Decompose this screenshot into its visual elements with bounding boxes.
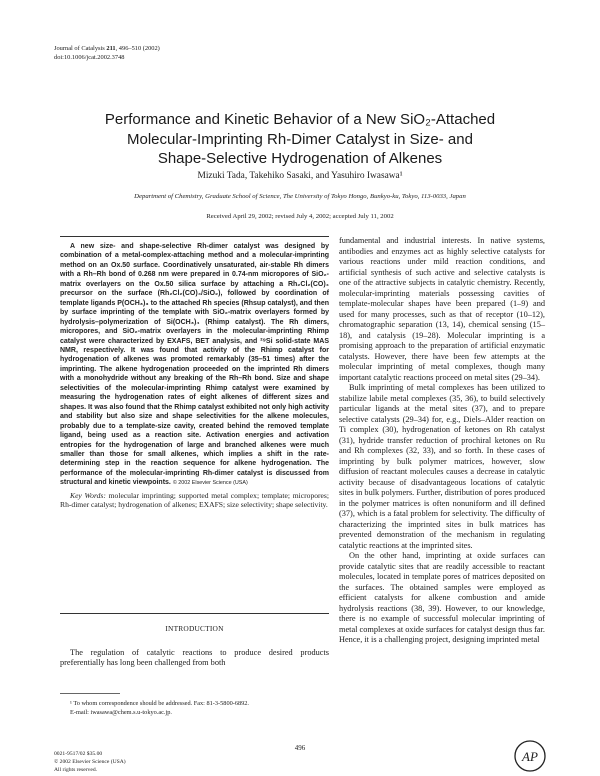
abstract-top-rule	[60, 236, 329, 237]
logo-text: AP	[522, 749, 538, 764]
introduction-text: The regulation of catalytic reactions to produce desired products preferentially has long been challenged from both	[60, 648, 329, 668]
paragraph: fundamental and industrial interests. In native systems, antibodies and enzymes act as highly selective catalysts for various reactions under mild reaction conditions, and artificial synthesis of such active and selective catalysts is one of the attractive subjects in catalytic chemistry. Recently, molecular-imprinting materials possessing cavities of template-molecular shapes have been prepared (1–9) and used for many processes, such as that of receptor (10–12), chromatographic separation (13, 14), chemical sensing (15–18), and catalysis (19–28). Molecular imprinting is a promising approach to the preparation of artificial enzymatic catalysts. However, there have been few attempts at the molecular imprinting of metal complexes, though many important catalytic reactions proceed on metal sites (29–34).	[339, 236, 545, 382]
page-number: 496	[294, 744, 306, 752]
issn-price: 0021-9517/02 $35.00	[54, 751, 103, 757]
copyright-notice: © 2002 Elsevier Science (USA)	[172, 480, 248, 487]
title-line-1: Performance and Kinetic Behavior of a New SiO₂-Attached	[104, 111, 496, 128]
affiliation: Department of Chemistry, Graduate School of Science, The University of Tokyo Hongo, Bunkyo-ku, Tokyo, 113-0033, Japan	[134, 193, 466, 200]
rights-reserved: All rights reserved.	[54, 766, 98, 773]
article-title	[60, 110, 540, 169]
copyright-block	[54, 751, 126, 774]
paragraph: On the other hand, imprinting at oxide surfaces can provide catalytic sites that are readily accessible to reactant molecules, located in template pores of matrices deposited on the surfaces. The obtained samples were employed as efficient catalysts for alkene combustion and amide hydrolysis reactions (38, 39). However, to our knowledge, there is no example of successful molecular imprinting of metal complexes at oxide surfaces for catalyst design thus far. Hence, it is a challenging project, designing imprinted metal	[339, 551, 545, 644]
publisher-logo-icon	[514, 740, 546, 772]
section-heading-introduction: INTRODUCTION	[165, 624, 224, 633]
received-dates: Received April 29, 2002; revised July 4, 2002; accepted July 11, 2002	[206, 213, 394, 220]
title-line-3: Shape-Selective Hydrogenation of Alkenes	[157, 150, 443, 167]
doi: doi:10.1006/jcat.2002.3748	[54, 53, 125, 61]
publisher-copyright: © 2002 Elsevier Science (USA)	[54, 758, 126, 765]
footnote-email: E-mail: iwasawa@chem.s.u-tokyo.ac.jp.	[70, 708, 172, 716]
paragraph: Bulk imprinting of metal complexes has been utilized to stabilize labile metal complexes (35, 36), to build selectively particular ligands at the metal sites (37), and to prepare selective catalysts (29–34) for, e.g., Diels–Alder reaction on Ti complex (30), hydrogenation of ketones on Rh catalyst (31), hydride transfer reduction of prochiral ketones on Ru and Rh complexes (32, 33), and so forth. In these cases of imprinting by bulk polymer matrices, however, slow diffusion of reactant molecules causes a decrease in catalytic activity because of disadvantageous locations of catalytic sites in bulk polymers. Further, distribution of pores produced in the polymer matrices is often nonuniform and ill defined (37), which is a fatal problem for selectivity. The difficulty of characterizing the imprinted sites in bulk matrices has prevented demonstration of the mechanism in regulating catalytic reactions at the imprinted sites.	[339, 383, 545, 550]
abstract-bottom-rule	[60, 613, 329, 614]
title-line-2: Molecular-Imprinting Rh-Dimer Catalyst in Size- and	[127, 130, 473, 148]
keywords-label: Key Words:	[70, 490, 106, 500]
journal-volume: 211	[106, 45, 116, 52]
right-column	[339, 236, 545, 646]
authors: Mizuki Tada, Takehiko Sasaki, and Yasuhiro Iwasawa¹	[197, 171, 403, 181]
journal-citation	[54, 45, 160, 62]
footnote	[60, 700, 329, 717]
footnote-rule	[60, 693, 120, 694]
abstract	[60, 242, 329, 510]
abstract-text: A new size- and shape-selective Rh-dimer catalyst was designed by combination of a metal-complex-attaching method and a molecular-imprinting method on an Ox.50 surface. Coordinatively unsaturated, air-stable Rh dimers with a Rh–Rh bond of 0.268 nm were prepared in 0.74-nm micropores of SiO₂-matrix overlayers on the Ox.50 silica surface by attaching a Rh₂Cl₂(CO)₄ precursor on the surface (Rh₂Cl₂(CO)₄/SiO₂), followed by coordination of template ligands P(OCH₃)₃ to the attached Rh species (Rhsup catalyst), and then by surface imprinting of the template with SiO₂-matrix overlayers formed by hydrolysis–polymerization of Si(OCH₃)₄ (Rhimp catalyst). The Rh dimers, micropores, and SiO₂-matrix overlayers in the molecular-imprinting Rhimp catalyst were characterized by EXAFS, BET analysis, and ²⁹Si solid-state MAS NMR, respectively. It was found that activity of the Rhimp catalyst for hydrogenation of alkenes was promoted remarkably (35–51 times) after the imprinting. The alkene hydrogenation proceeded on the imprinted Rh dimers with a monohydride without any breaking of the Rh–Rh bond. Size and shape selectivities of the molecular-imprinting Rhimp catalyst were examined by measuring the hydrogenation rates of eight alkenes of different sizes and shapes. It was also found that the Rhimp catalyst exhibited not only high activity and stability but also size and shape selectivities for the alkene molecules, probably due to a template-size cavity, created behind the removed template ligand, being used as a reaction site. Activation energies and activation entropies for the hydrogenation of large and branched alkenes were much smaller than those for small alkenes, which implies a shift in the rate-determining step in the reaction sequence for alkene hydrogenation. The performance of the molecular-imprinting Rh-dimer catalyst is discussed from structural and kinetic viewpoints. © 2002 Elsevier Science (USA)	[60, 243, 329, 487]
keywords: Key Words: molecular imprinting; supported metal complex; template; micropores; Rh-dimer catalyst; hydrogenation of alkenes; EXAFS; size selectivity; shape selectivity.	[60, 490, 329, 510]
journal-line: Journal of Catalysis 211, 496–510 (2002)	[54, 45, 160, 52]
footnote-correspondence: ¹ To whom correspondence should be addressed. Fax: 81-3-5800-6892.	[70, 700, 250, 707]
